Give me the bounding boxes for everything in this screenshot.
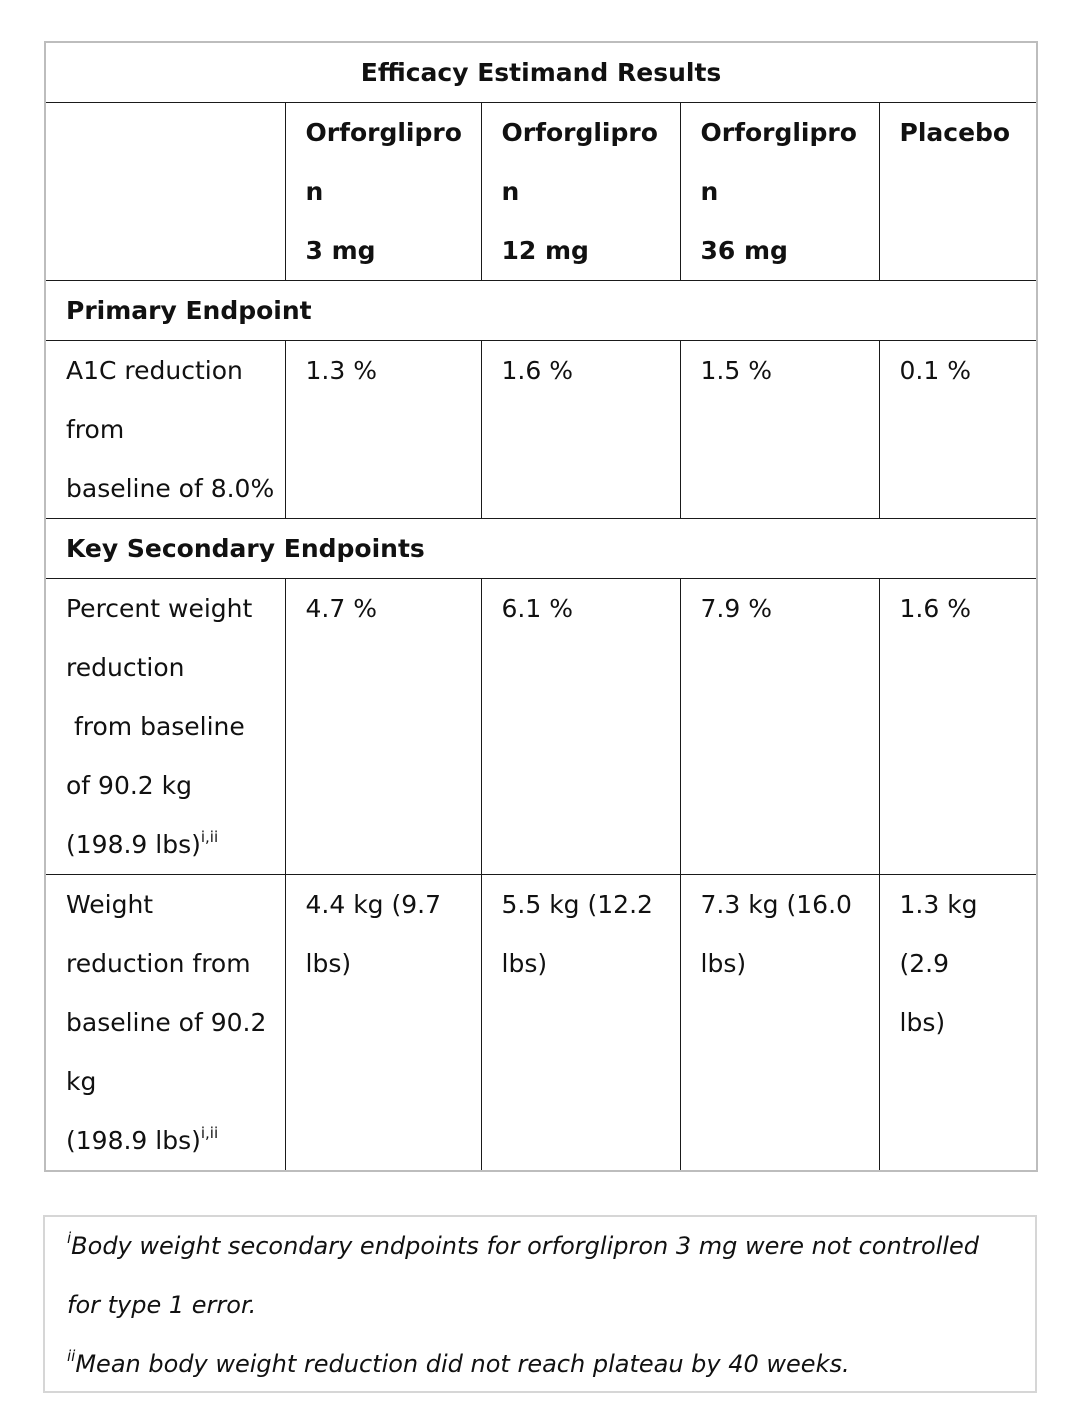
- value-line: lbs): [501, 949, 548, 978]
- kg-weight-value-3mg: [285, 875, 481, 1172]
- pct-weight-label-cell: [45, 579, 285, 875]
- primary-endpoint-row: [45, 281, 1037, 341]
- table-row: [45, 875, 1037, 1172]
- efficacy-results-table: [44, 41, 1038, 1172]
- value-line: 5.5 kg (12.2: [501, 890, 653, 919]
- table-header-row: [45, 103, 1037, 281]
- header-dose: 3 mg: [305, 236, 376, 265]
- header-dose: 36 mg: [700, 236, 788, 265]
- footnote-marker: ii: [67, 1347, 76, 1365]
- value-line: lbs): [700, 949, 747, 978]
- pct-weight-value-12mg: 6.1 %: [481, 579, 680, 875]
- footnote-1: [67, 1217, 1035, 1276]
- row-label-last-line: [66, 1111, 275, 1170]
- kg-weight-value-placebo: [879, 875, 1037, 1172]
- a1c-value-12mg: 1.6 %: [481, 341, 680, 519]
- secondary-endpoints-heading: Key Secondary Endpoints: [45, 519, 1037, 579]
- row-label-line: kg: [66, 1067, 97, 1096]
- value-line: lbs): [899, 1008, 946, 1037]
- value-line: 4.4 kg (9.7: [305, 890, 442, 919]
- secondary-endpoints-row: [45, 519, 1037, 579]
- kg-weight-value-12mg: [481, 875, 680, 1172]
- footnote-text: Body weight secondary endpoints for orforglipron 3 mg were not controlled: [71, 1232, 979, 1260]
- row-label-line: of 90.2 kg: [66, 771, 193, 800]
- row-label-line: from: [66, 415, 125, 444]
- table-row: [45, 341, 1037, 519]
- value-line: 7.3 kg (16.0: [700, 890, 852, 919]
- row-label-line: Percent weight: [66, 594, 253, 623]
- value-line: 1.3 kg (2.9: [899, 890, 978, 978]
- a1c-value-3mg: 1.3 %: [285, 341, 481, 519]
- table-title: Efficacy Estimand Results: [45, 42, 1037, 103]
- primary-endpoint-heading: Primary Endpoint: [45, 281, 1037, 341]
- row-label-line: from baseline: [66, 712, 245, 741]
- row-label-line: baseline of 8.0%: [66, 474, 275, 503]
- row-label-text: (198.9 lbs): [66, 830, 201, 859]
- a1c-label-cell: [45, 341, 285, 519]
- row-label-line: A1C reduction: [66, 356, 243, 385]
- footnote-ref: i,ii: [200, 828, 219, 846]
- header-name: Placebo: [899, 118, 1011, 147]
- header-dose: 12 mg: [501, 236, 589, 265]
- footnote-marker: i: [67, 1229, 72, 1247]
- header-name: Orforglipron: [501, 118, 658, 206]
- header-name: Orforglipron: [700, 118, 857, 206]
- row-label-line: baseline of 90.2: [66, 1008, 267, 1037]
- header-name: Orforglipron: [305, 118, 462, 206]
- row-label-text: (198.9 lbs): [66, 1126, 201, 1155]
- pct-weight-value-3mg: 4.7 %: [285, 579, 481, 875]
- row-label-line: Weight: [66, 890, 154, 919]
- value-line: lbs): [305, 949, 352, 978]
- footnote-2: [67, 1335, 1035, 1394]
- row-label-line: reduction: [66, 653, 185, 682]
- header-orforglipron-12mg: [481, 103, 680, 281]
- header-placebo: [879, 103, 1037, 281]
- pct-weight-value-placebo: 1.6 %: [879, 579, 1037, 875]
- row-label-last-line: [66, 815, 275, 874]
- pct-weight-value-36mg: 7.9 %: [680, 579, 879, 875]
- kg-weight-value-36mg: [680, 875, 879, 1172]
- footnotes-box: [43, 1215, 1037, 1393]
- footnote-text: Mean body weight reduction did not reach plateau by 40 weeks.: [75, 1350, 850, 1378]
- row-label-line: reduction from: [66, 949, 251, 978]
- table-row: [45, 579, 1037, 875]
- kg-weight-label-cell: [45, 875, 285, 1172]
- header-empty-cell: [45, 103, 285, 281]
- footnote-ref: i,ii: [200, 1124, 219, 1142]
- a1c-value-36mg: 1.5 %: [680, 341, 879, 519]
- table-title-row: [45, 42, 1037, 103]
- footnote-1-continued: for type 1 error.: [67, 1291, 257, 1319]
- a1c-value-placebo: 0.1 %: [879, 341, 1037, 519]
- header-orforglipron-36mg: [680, 103, 879, 281]
- header-orforglipron-3mg: [285, 103, 481, 281]
